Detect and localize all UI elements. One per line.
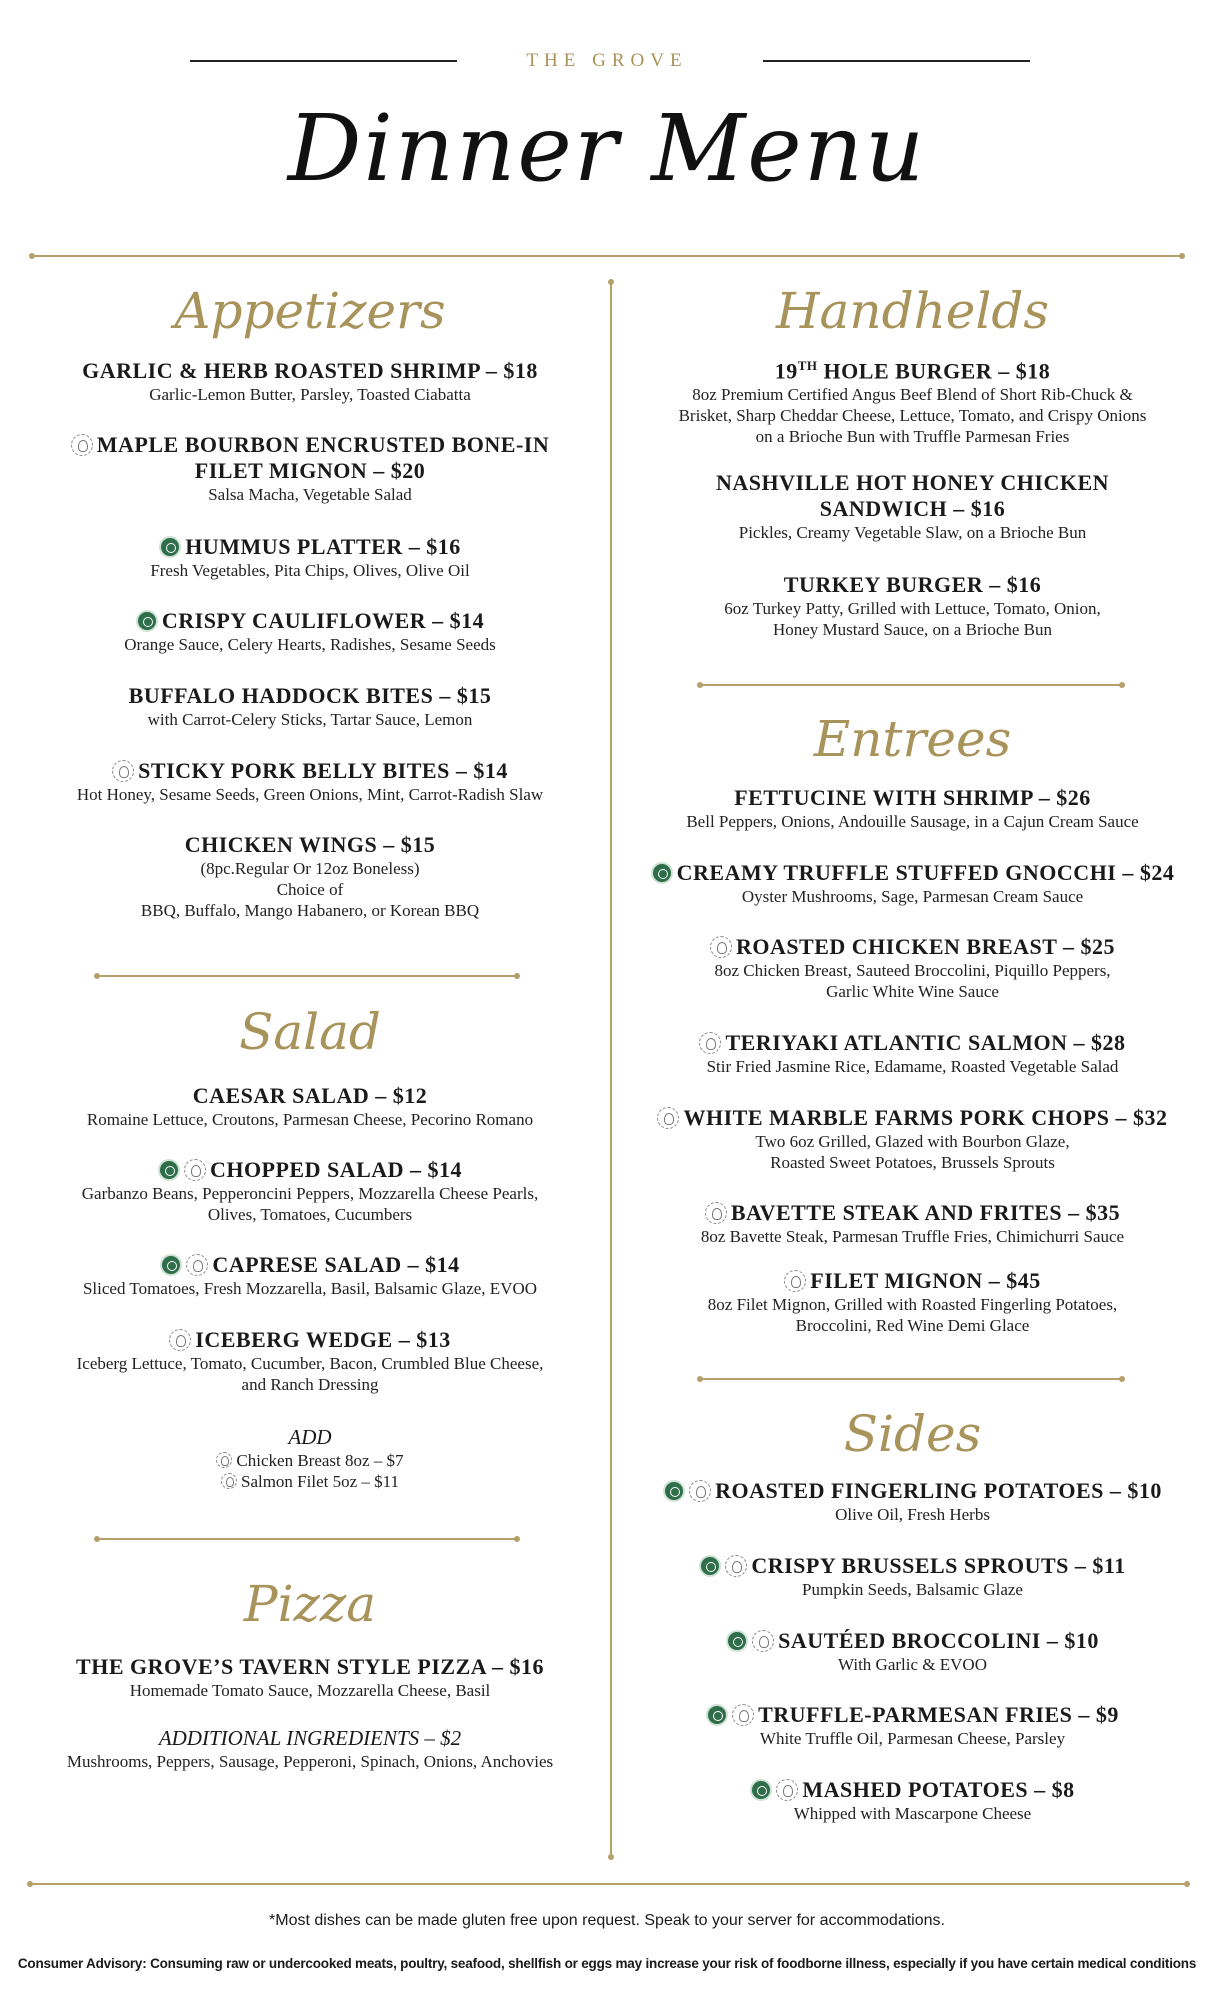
- gluten-free-badge-icon: [216, 1452, 232, 1468]
- item-desc: Pumpkin Seeds, Balsamic Glaze: [802, 1580, 1023, 1599]
- item-name: FETTUCINE WITH SHRIMP – $26: [734, 785, 1091, 810]
- menu-item: [630, 1200, 1195, 1247]
- pizza-title: Pizza: [243, 1575, 377, 1633]
- item-desc: Broccolini, Red Wine Demi Glace: [795, 1316, 1030, 1335]
- add-title: ADD: [288, 1425, 332, 1449]
- menu-item: [25, 358, 595, 405]
- item-name-line2: SANDWICH – $16: [819, 496, 1006, 521]
- gluten-free-badge-icon: [776, 1779, 798, 1801]
- item-desc: on a Brioche Bun with Truffle Parmesan Fries: [755, 427, 1070, 447]
- item-desc: Garlic White Wine Sauce: [826, 982, 999, 1001]
- item-desc: 8oz Bavette Steak, Parmesan Truffle Fries, Chimichurri Sauce: [700, 1227, 1125, 1246]
- handhelds-title: Handhelds: [775, 282, 1050, 340]
- item-desc: White Truffle Oil, Parmesan Cheese, Parsley: [759, 1729, 1066, 1748]
- page-title: Dinner Menu: [287, 95, 927, 202]
- item-desc: Olive Oil, Fresh Herbs: [835, 1505, 990, 1524]
- section-divider: [700, 1378, 1122, 1380]
- vegan-badge-icon: [706, 1704, 728, 1726]
- extras-desc: Mushrooms, Peppers, Sausage, Pepperoni, Spinach, Onions, Anchovies: [66, 1752, 554, 1771]
- item-desc: BBQ, Buffalo, Mango Habanero, or Korean BBQ: [140, 901, 480, 920]
- vegan-badge-icon: [750, 1779, 772, 1801]
- vegan-badge-icon: [651, 862, 673, 884]
- menu-item: [630, 934, 1195, 1002]
- item-desc: and Ranch Dressing: [241, 1375, 379, 1394]
- item-desc: Garlic-Lemon Butter, Parsley, Toasted Ciabatta: [149, 385, 471, 404]
- vegan-badge-icon: [159, 536, 181, 558]
- item-name: FILET MIGNON – $45: [810, 1268, 1041, 1293]
- item-desc: Oyster Mushrooms, Sage, Parmesan Cream Sauce: [741, 887, 1084, 906]
- gluten-free-badge-icon: [112, 760, 134, 782]
- item-name: BAVETTE STEAK AND FRITES – $35: [730, 1200, 1121, 1225]
- add-item: Chicken Breast 8oz – $7: [236, 1451, 404, 1470]
- item-name: HUMMUS PLATTER – $16: [185, 534, 461, 559]
- item-name: MAPLE BOURBON ENCRUSTED BONE-IN: [96, 432, 550, 457]
- menu-item: [25, 1252, 595, 1299]
- item-desc: Pickles, Creamy Vegetable Slaw, on a Brioche Bun: [738, 523, 1087, 542]
- gluten-free-badge-icon: [784, 1270, 806, 1292]
- item-desc: Choice of: [276, 880, 344, 899]
- gluten-free-badge-icon: [71, 434, 93, 456]
- item-desc: Honey Mustard Sauce, on a Brioche Bun: [772, 620, 1053, 639]
- item-name-rest: HOLE BURGER – $18: [817, 358, 1051, 384]
- item-desc: Iceberg Lettuce, Tomato, Cucumber, Bacon, Crumbled Blue Cheese,: [76, 1354, 544, 1373]
- menu-item: [25, 1654, 595, 1701]
- item-desc: (8pc.Regular Or 12oz Boneless): [200, 859, 420, 878]
- footer-divider: [30, 1883, 1187, 1885]
- gluten-free-badge-icon: [705, 1202, 727, 1224]
- item-name: CAESAR SALAD – $12: [192, 1083, 428, 1108]
- menu-item: [630, 1268, 1195, 1336]
- sides-title: Sides: [843, 1405, 982, 1463]
- item-desc: Stir Fried Jasmine Rice, Edamame, Roasted Vegetable Salad: [706, 1057, 1119, 1076]
- item-name: ROASTED FINGERLING POTATOES – $10: [715, 1478, 1162, 1503]
- gluten-free-note: *Most dishes can be made gluten free upon request. Speak to your server for accommodations.: [269, 1912, 945, 1929]
- item-desc: Homemade Tomato Sauce, Mozzarella Cheese, Basil: [129, 1681, 491, 1700]
- item-desc: 6oz Turkey Patty, Grilled with Lettuce, Tomato, Onion,: [724, 599, 1101, 618]
- menu-item: [630, 1105, 1195, 1173]
- menu-item: [630, 1628, 1195, 1675]
- entrees-title: Entrees: [813, 710, 1012, 768]
- item-name: CREAMY TRUFFLE STUFFED GNOCCHI – $24: [676, 860, 1175, 885]
- item-desc: Fresh Vegetables, Pita Chips, Olives, Olive Oil: [150, 561, 470, 580]
- item-name: WHITE MARBLE FARMS PORK CHOPS – $32: [683, 1105, 1168, 1130]
- gluten-free-badge-icon: [689, 1480, 711, 1502]
- item-desc: 8oz Premium Certified Angus Beef Blend of Short Rib-Chuck &: [692, 385, 1133, 405]
- extras-title: ADDITIONAL INGREDIENTS – $2: [158, 1726, 462, 1750]
- header-divider: [32, 255, 1182, 257]
- menu-item: [630, 1702, 1195, 1749]
- vegan-badge-icon: [663, 1480, 685, 1502]
- section-divider: [97, 1538, 517, 1540]
- menu-item: [25, 1083, 595, 1130]
- gluten-free-badge-icon: [221, 1473, 237, 1489]
- item-desc: with Carrot-Celery Sticks, Tartar Sauce, Lemon: [147, 710, 473, 729]
- item-name: STICKY PORK BELLY BITES – $14: [138, 758, 508, 783]
- item-desc: With Garlic & EVOO: [838, 1655, 987, 1674]
- menu-item: [630, 1553, 1195, 1600]
- item-name: 19: [774, 358, 798, 384]
- menu-item: [25, 832, 595, 921]
- appetizers-title: Appetizers: [174, 282, 446, 340]
- menu-item: [630, 1030, 1195, 1077]
- item-name: ROASTED CHICKEN BREAST – $25: [735, 934, 1116, 959]
- item-name: THE GROVE’S TAVERN STYLE PIZZA – $16: [76, 1654, 544, 1679]
- menu-item: [25, 758, 595, 805]
- item-name: BUFFALO HADDOCK BITES – $15: [128, 683, 492, 708]
- gluten-free-badge-icon: [732, 1704, 754, 1726]
- gluten-free-badge-icon: [657, 1107, 679, 1129]
- salad-title: Salad: [239, 1003, 381, 1061]
- menu-item: [630, 353, 1195, 447]
- item-desc: Orange Sauce, Celery Hearts, Radishes, Sesame Seeds: [124, 635, 496, 654]
- item-name: SAUTÉED BROCCOLINI – $10: [778, 1628, 1099, 1653]
- item-desc: Salsa Macha, Vegetable Salad: [208, 485, 412, 504]
- section-divider: [700, 684, 1122, 686]
- item-desc: Two 6oz Grilled, Glazed with Bourbon Glaze,: [755, 1132, 1070, 1151]
- menu-item: [25, 432, 595, 505]
- gluten-free-badge-icon: [169, 1329, 191, 1351]
- item-name: GARLIC & HERB ROASTED SHRIMP – $18: [82, 358, 538, 383]
- item-name: NASHVILLE HOT HONEY CHICKEN: [715, 470, 1110, 495]
- consumer-advisory: Consumer Advisory: Consuming raw or undercooked meats, poultry, seafood, shellfish or eggs may increase your risk of foodborne illness, especially if you have certain medical conditions: [17, 1956, 1197, 1971]
- item-name: CHICKEN WINGS – $15: [184, 832, 436, 857]
- column-divider: [610, 282, 612, 1857]
- menu-item: [25, 608, 595, 655]
- item-name: TRUFFLE-PARMESAN FRIES – $9: [758, 1702, 1119, 1727]
- item-desc: Romaine Lettuce, Croutons, Parmesan Cheese, Pecorino Romano: [86, 1110, 534, 1129]
- item-desc: Garbanzo Beans, Pepperoncini Peppers, Mozzarella Cheese Pearls,: [81, 1184, 539, 1203]
- section-divider: [97, 975, 517, 977]
- item-name: TERIYAKI ATLANTIC SALMON – $28: [725, 1030, 1126, 1055]
- item-desc: Sliced Tomatoes, Fresh Mozzarella, Basil, Balsamic Glaze, EVOO: [82, 1279, 538, 1298]
- item-desc: Roasted Sweet Potatoes, Brussels Sprouts: [770, 1153, 1055, 1172]
- gluten-free-badge-icon: [710, 936, 732, 958]
- menu-item: [630, 785, 1195, 832]
- vegan-badge-icon: [699, 1555, 721, 1577]
- item-name: MASHED POTATOES – $8: [802, 1777, 1075, 1802]
- vegan-badge-icon: [158, 1159, 180, 1181]
- menu-item: [630, 1478, 1195, 1525]
- item-name: CAPRESE SALAD – $14: [212, 1252, 460, 1277]
- gluten-free-badge-icon: [184, 1159, 206, 1181]
- vegan-badge-icon: [160, 1254, 182, 1276]
- brand-row: [0, 50, 1214, 74]
- menu-item: [25, 1327, 595, 1395]
- item-name: CRISPY CAULIFLOWER – $14: [161, 608, 485, 633]
- menu-item: [630, 572, 1195, 640]
- item-name-line2: FILET MIGNON – $20: [194, 458, 426, 483]
- gluten-free-badge-icon: [186, 1254, 208, 1276]
- item-desc: Brisket, Sharp Cheddar Cheese, Lettuce, Tomato, and Crispy Onions: [678, 406, 1147, 426]
- item-desc: Bell Peppers, Onions, Andouille Sausage, in a Cajun Cream Sauce: [686, 812, 1139, 831]
- menu-item: [630, 470, 1195, 543]
- gluten-free-badge-icon: [752, 1630, 774, 1652]
- menu-item: [25, 683, 595, 730]
- item-desc: Olives, Tomatoes, Cucumbers: [207, 1205, 413, 1224]
- pizza-extras: [25, 1726, 595, 1772]
- item-name: CRISPY BRUSSELS SPROUTS – $11: [751, 1553, 1126, 1578]
- item-name: ICEBERG WEDGE – $13: [195, 1327, 451, 1352]
- menu-item: [630, 1777, 1195, 1824]
- brand-name: THE GROVE: [526, 50, 688, 71]
- item-name-sup: TH: [797, 358, 818, 373]
- item-name: TURKEY BURGER – $16: [783, 572, 1042, 597]
- item-desc: Whipped with Mascarpone Cheese: [793, 1804, 1032, 1823]
- add-item: Salmon Filet 5oz – $11: [240, 1472, 400, 1491]
- menu-item: [25, 534, 595, 581]
- brand-line-right: [763, 60, 1030, 62]
- item-desc: Hot Honey, Sesame Seeds, Green Onions, Mint, Carrot-Radish Slaw: [76, 785, 544, 804]
- item-name: CHOPPED SALAD – $14: [209, 1157, 463, 1182]
- vegan-badge-icon: [726, 1630, 748, 1652]
- gluten-free-badge-icon: [725, 1555, 747, 1577]
- item-desc: 8oz Chicken Breast, Sauteed Broccolini, Piquillo Peppers,: [714, 961, 1111, 980]
- add-ons: [25, 1425, 595, 1492]
- gluten-free-badge-icon: [699, 1032, 721, 1054]
- item-desc: 8oz Filet Mignon, Grilled with Roasted Fingerling Potatoes,: [707, 1295, 1118, 1314]
- menu-item: [630, 860, 1195, 907]
- menu-item: [25, 1157, 595, 1225]
- vegan-badge-icon: [136, 610, 158, 632]
